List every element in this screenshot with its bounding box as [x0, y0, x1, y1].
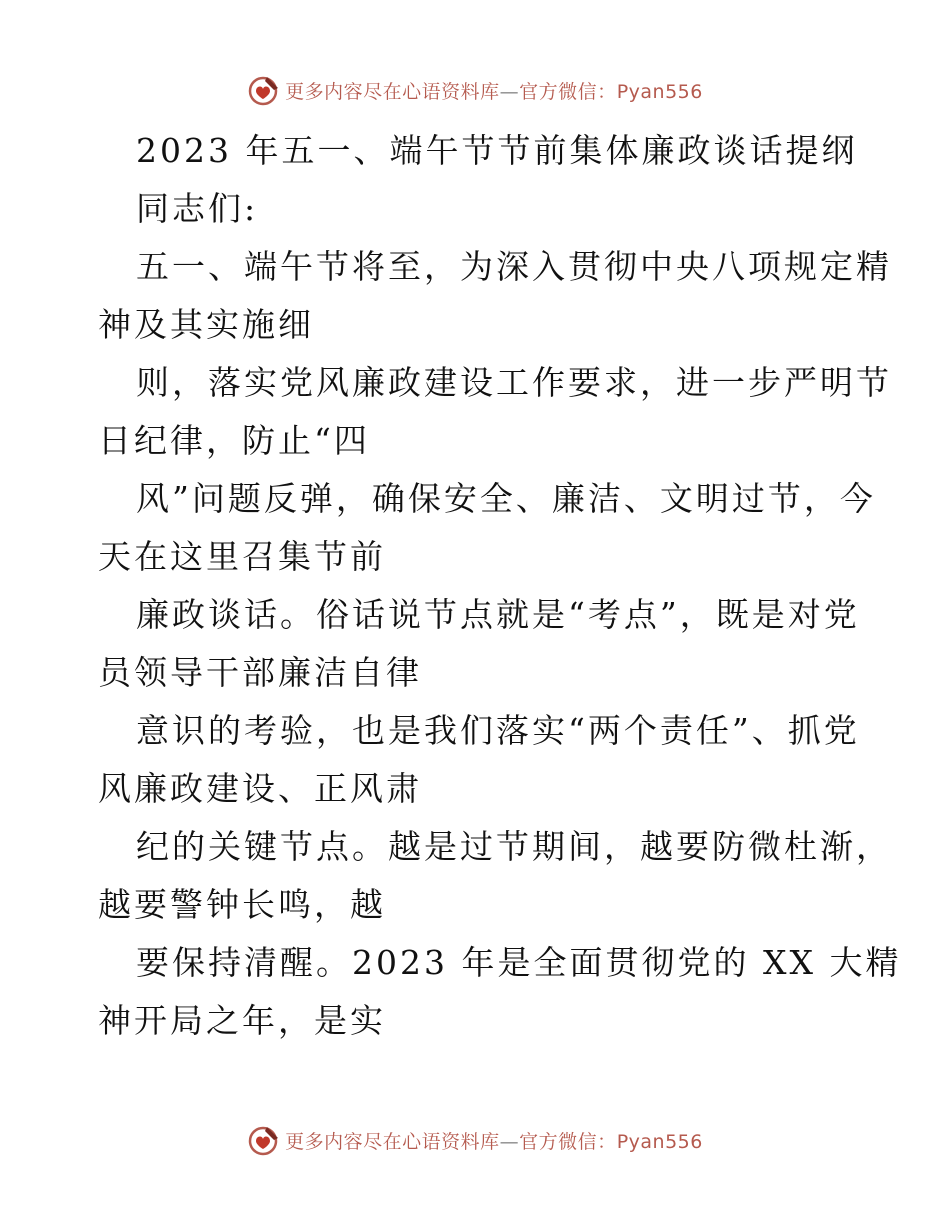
text-line: 则，落实党风廉政建设工作要求，进一步严明节	[136, 363, 892, 402]
text-line: 员领导干部廉洁自律	[98, 653, 422, 692]
text-line: 神及其实施细	[98, 305, 314, 344]
watermark-wechat-id: Pyan556	[616, 80, 703, 103]
watermark-separator: —	[499, 1130, 520, 1153]
text-line: 风廉政建设、正风肃	[98, 769, 422, 808]
document-title: 2023 年五一、端午节节前集体廉政谈话提纲	[136, 131, 858, 170]
text-line: 同志们:	[136, 189, 259, 228]
text-line: 五一、端午节将至，为深入贯彻中央八项规定精	[136, 247, 892, 286]
watermark-wechat-id: Pyan556	[616, 1130, 703, 1153]
watermark-official-label: 官方微信：	[519, 1130, 617, 1153]
text-line: 意识的考验，也是我们落实“两个责任”、抓党	[136, 711, 860, 750]
text-line: 要保持清醒。2023 年是全面贯彻党的 XX 大精	[136, 943, 902, 982]
text-line: 廉政谈话。俗话说节点就是“考点”，既是对党	[136, 595, 860, 634]
watermark-official-label: 官方微信：	[519, 80, 617, 103]
text-line: 日纪律，防止“四	[98, 421, 370, 460]
document-body	[98, 122, 902, 1050]
watermark-main-text: 更多内容尽在心语资料库	[285, 80, 500, 103]
text-line: 风”问题反弹，确保安全、廉洁、文明过节，今	[136, 479, 876, 518]
watermark-main-text: 更多内容尽在心语资料库	[285, 1130, 500, 1153]
heart-pen-logo-icon	[247, 73, 281, 107]
text-line: 纪的关键节点。越是过节期间，越要防微杜渐，	[136, 827, 892, 866]
text-line: 天在这里召集节前	[98, 537, 386, 576]
footer-watermark	[0, 1120, 950, 1160]
text-line: 神开局之年，是实	[98, 1001, 386, 1040]
heart-pen-logo-icon	[247, 1123, 281, 1157]
watermark-separator: —	[499, 80, 520, 103]
header-watermark	[0, 70, 950, 110]
text-line: 越要警钟长鸣，越	[98, 885, 386, 924]
